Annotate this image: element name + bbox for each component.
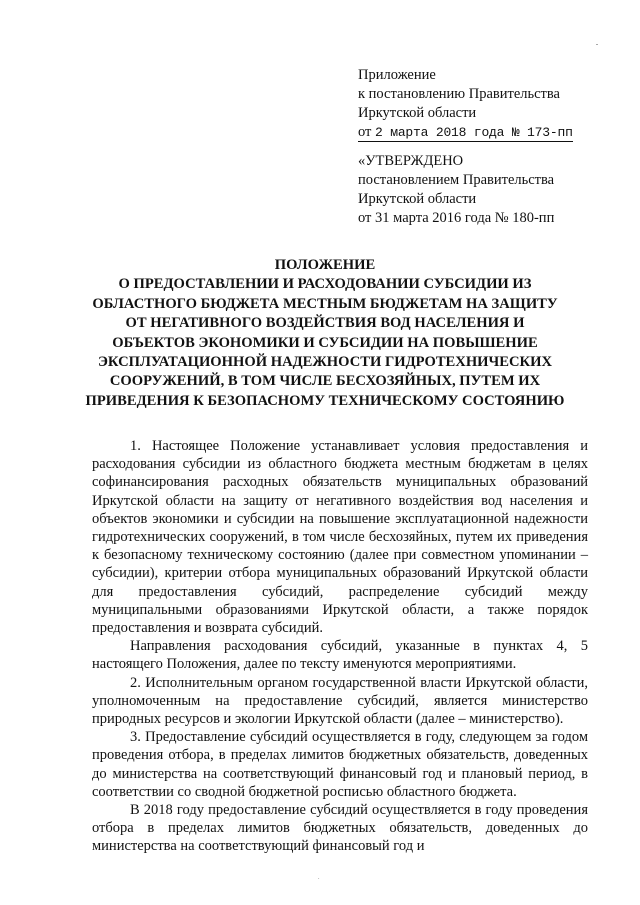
title-line: ПОЛОЖЕНИЕ <box>274 257 376 273</box>
scan-mark: . <box>596 38 598 47</box>
approved-decree-ref: постановлением Правительства <box>358 172 555 188</box>
title-line: ЭКСПЛУАТАЦИОННОЙ НАДЕЖНОСТИ ГИДРОТЕХНИЧЕСКИХ <box>98 354 552 371</box>
approved-date: от 31 марта 2016 года № 180-пп <box>358 210 555 226</box>
appendix-decree-ref: к постановлению Правительства <box>358 86 560 102</box>
title-line: ОТ НЕГАТИВНОГО ВОЗДЕЙСТВИЯ ВОД НАСЕЛЕНИЯ И <box>125 315 525 332</box>
appendix-date-value: 2 марта 2018 года № 173-пп <box>375 125 573 140</box>
scan-dot: . <box>318 875 320 881</box>
document-title <box>80 256 570 411</box>
approved-label: «УТВЕРЖДЕНО <box>358 153 464 169</box>
document-body <box>92 437 588 856</box>
paragraph-1: 1. Настоящее Положение устанавливает условия предоставления и расходования субсидии из областного бюджета местным бюджетам в целях софинансирования расходных обязательств муниципальных образований Иркутской области на защиту от негативного воздействия вод населения и объектов экономики и субсидии на повышение эксплуатационной надежности гидротехнических сооружений, в том числе бесхозяйных, путем их приведения к безопасному техническому состоянию (далее при совместном упоминании – субсидии), критерии отбора муниципальных образований Иркутской области для предоставления субсидий, распределение субсидий между муниципальными образованиями Иркутской области, а также порядок предоставления и возврата субсидий. <box>92 438 588 637</box>
paragraph-3: 3. Предоставление субсидий осуществляется в году, следующем за годом проведения отбора, в пределах лимитов бюджетных обязательств, доведенных до министерства на соответствующий финансовый год и плановый период, в соответствии со сводной бюджетной росписью областного бюджета. <box>92 729 588 800</box>
title-line: СООРУЖЕНИЙ, В ТОМ ЧИСЛЕ БЕСХОЗЯЙНЫХ, ПУТЕМ ИХ <box>109 373 541 390</box>
title-line: ПРИВЕДЕНИЯ К БЕЗОПАСНОМУ ТЕХНИЧЕСКОМУ СОСТОЯНИЮ <box>85 392 565 409</box>
appendix-region: Иркутской области <box>358 105 477 121</box>
title-line: О ПРЕДОСТАВЛЕНИИ И РАСХОДОВАНИИ СУБСИДИИ ИЗ <box>118 276 532 293</box>
appendix-date-line <box>358 123 608 142</box>
approved-region: Иркутской области <box>358 191 477 207</box>
paragraph-2: 2. Исполнительным органом государственной власти Иркутской области, уполномоченным на предоставление субсидий, является министерство природных ресурсов и экологии Иркутской области (далее – министерство). <box>92 674 588 728</box>
appendix-block <box>358 66 608 142</box>
paragraph-3-2018: В 2018 году предоставление субсидий осуществляется в году проведения отбора в пределах лимитов бюджетных обязательств, доведенных до министерства на соответствующий финансовый год и <box>92 802 588 855</box>
paragraph-1-note: Направления расходования субсидий, указанные в пунктах 4, 5 настоящего Положения, далее по тексту именуются мероприятиями. <box>92 638 588 673</box>
title-line: ОБЛАСТНОГО БЮДЖЕТА МЕСТНЫМ БЮДЖЕТАМ НА ЗАЩИТУ <box>92 295 558 312</box>
appendix-label: Приложение <box>358 67 436 83</box>
appendix-date-prefix: от <box>358 124 372 140</box>
approved-block <box>358 152 618 228</box>
title-line: ОБЪЕКТОВ ЭКОНОМИКИ И СУБСИДИИ НА ПОВЫШЕНИЕ <box>112 334 538 351</box>
